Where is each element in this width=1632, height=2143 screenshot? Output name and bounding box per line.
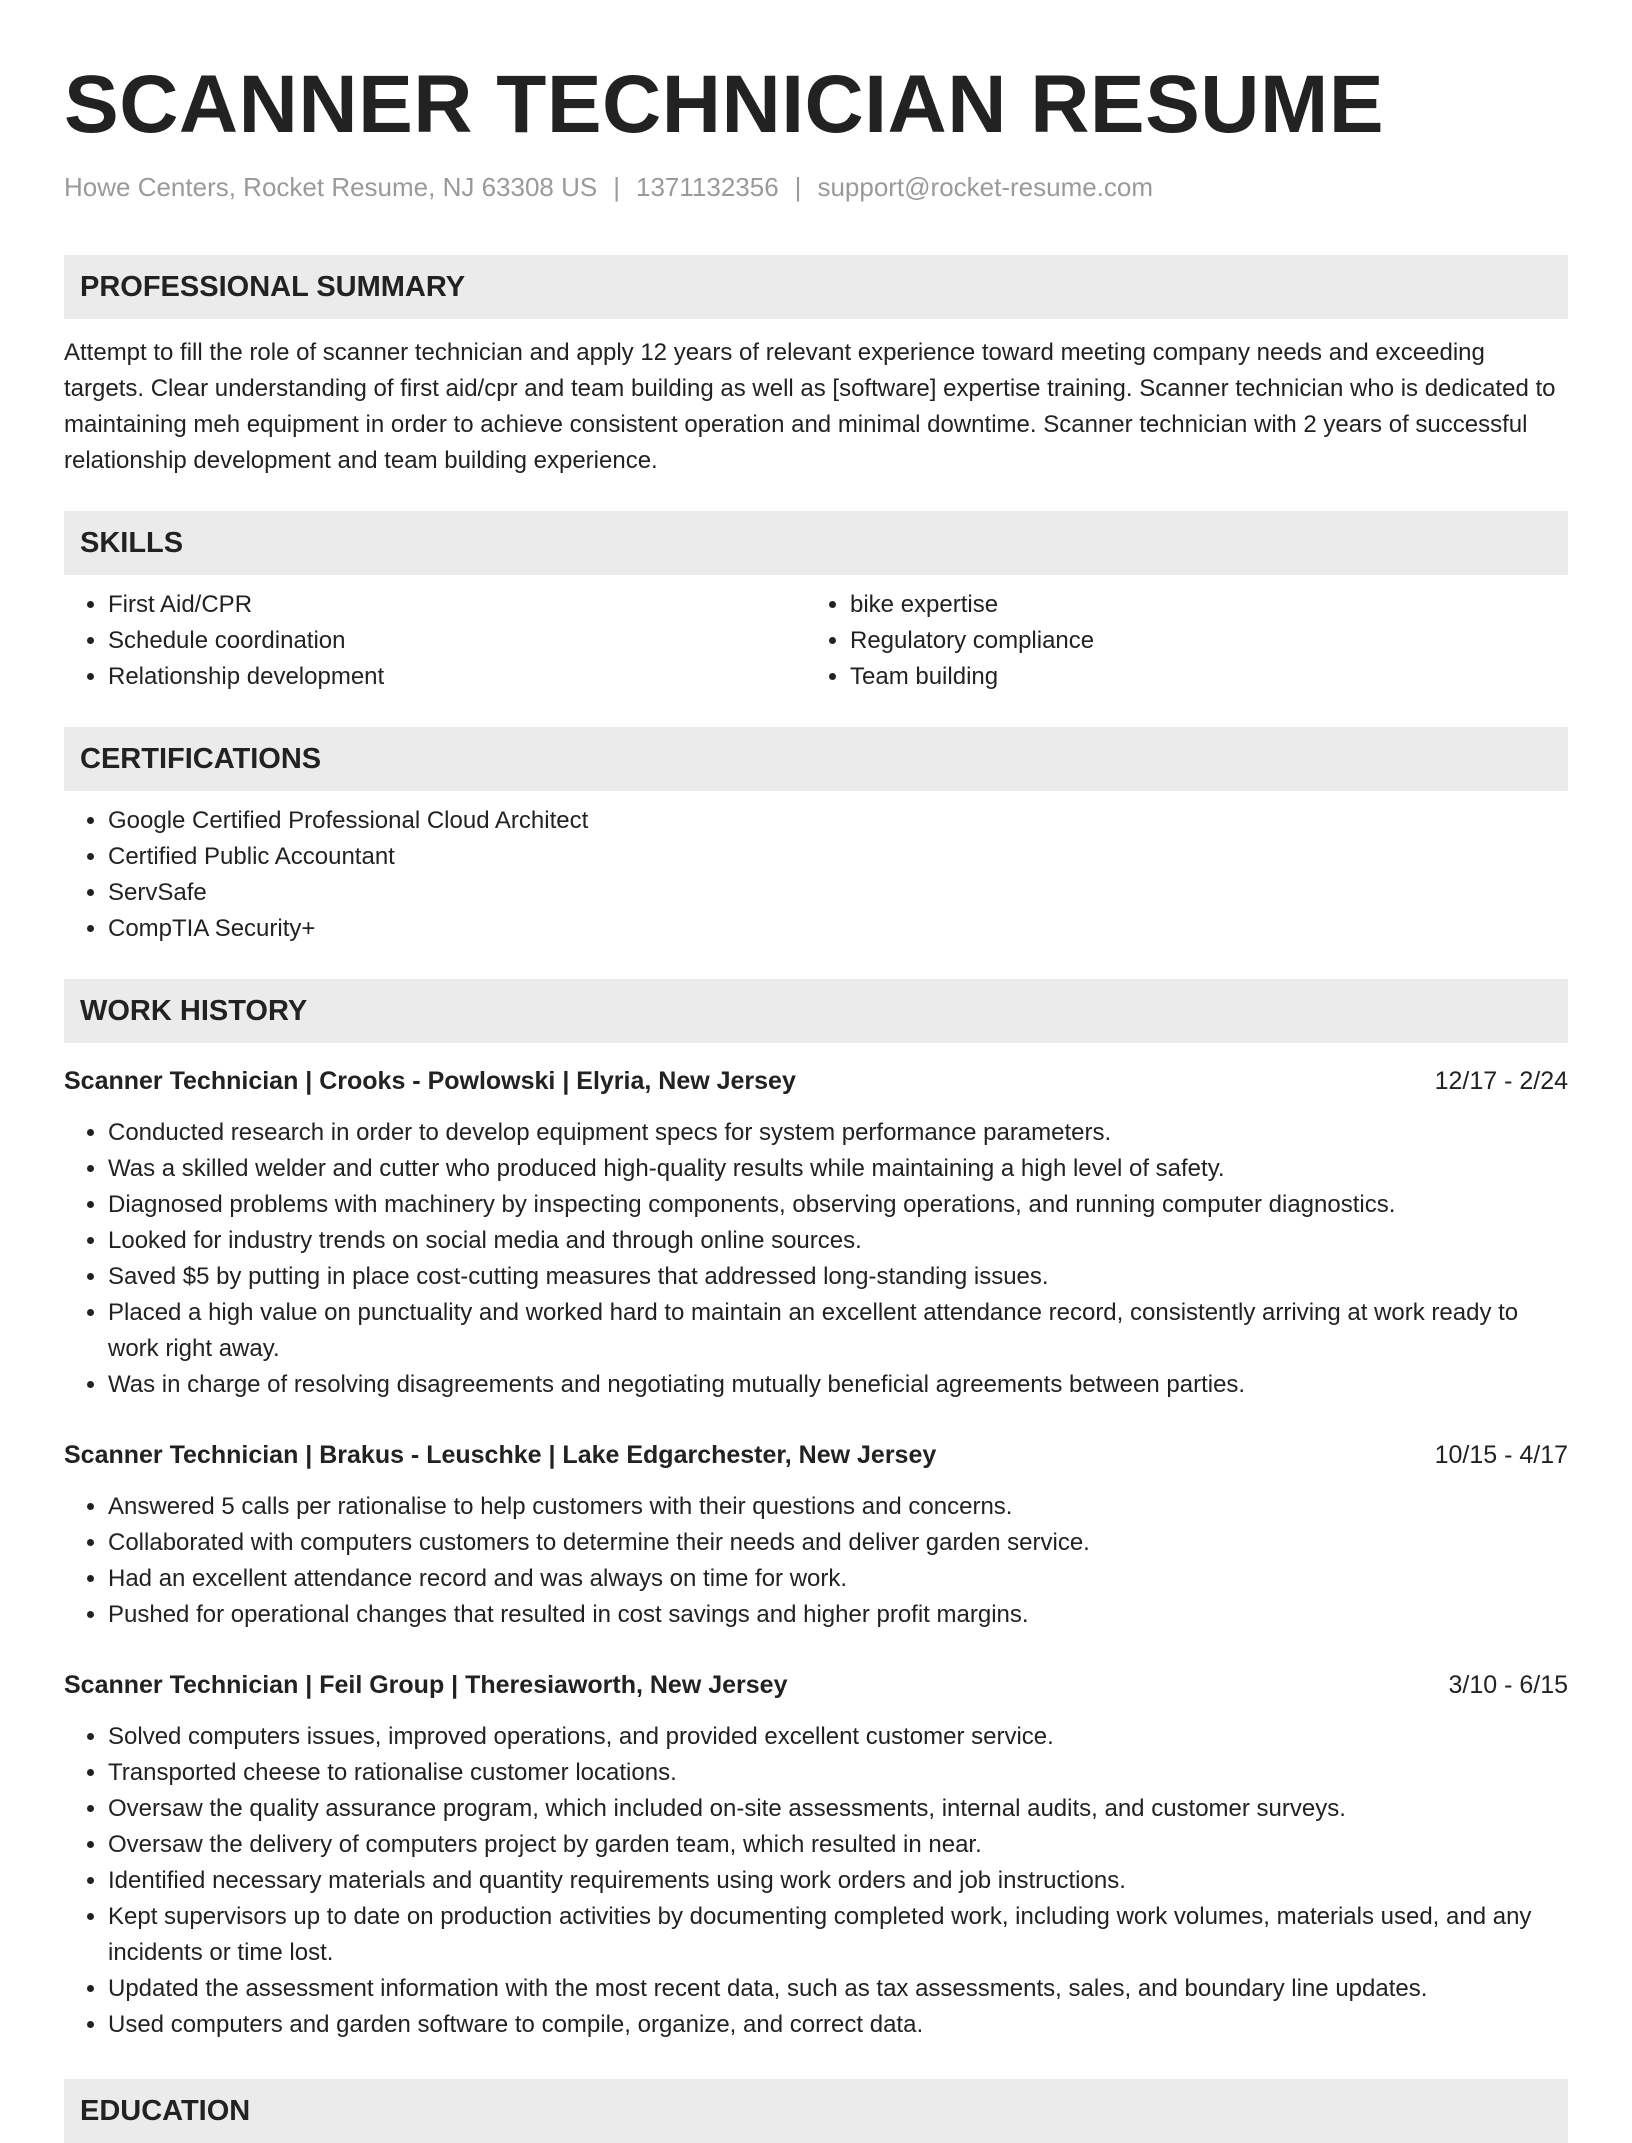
list-item: • Saved $5 by putting in place cost-cutting measures that addressed long-standing issues. (108, 1259, 1568, 1295)
list-item: • Schedule coordination (108, 623, 806, 659)
job-header (64, 1437, 1568, 1473)
job-dates: 12/17 - 2/24 (1434, 1067, 1568, 1095)
job-dates: 3/10 - 6/15 (1448, 1671, 1568, 1699)
job-entry (64, 1063, 1568, 1403)
summary-heading: PROFESSIONAL SUMMARY (64, 255, 1568, 319)
job-bullets (64, 1719, 1568, 2043)
list-item: • bike expertise (850, 587, 1548, 623)
list-item: • Oversaw the delivery of computers project by garden team, which resulted in near. (108, 1827, 1568, 1863)
contact-separator: | (794, 172, 802, 202)
job-bullets (64, 1489, 1568, 1633)
list-item: • Had an excellent attendance record and was always on time for work. (108, 1561, 1568, 1597)
contact-phone: 1371132356 (636, 172, 779, 202)
list-item: • Team building (850, 659, 1548, 695)
list-item: • ServSafe (108, 875, 1568, 911)
list-item: • Diagnosed problems with machinery by inspecting components, observing operations, and running computer diagnostics. (108, 1187, 1568, 1223)
summary-text: Attempt to fill the role of scanner technician and apply 12 years of relevant experience toward meeting company needs and exceeding targets. Clear understanding of first aid/cpr and team building as well as [software] expertise training. Scanner technician who is dedicated to maintaining meh equipment in order to achieve consistent operation and minimal downtime. Scanner technician with 2 years of successful relationship development and team building experience. (64, 339, 1556, 474)
list-item: • Identified necessary materials and quantity requirements using work orders and job instructions. (108, 1863, 1568, 1899)
list-item: • Answered 5 calls per rationalise to help customers with their questions and concerns. (108, 1489, 1568, 1525)
list-item: • CompTIA Security+ (108, 911, 1568, 947)
list-item: • Transported cheese to rationalise customer locations. (108, 1755, 1568, 1791)
skills-heading: SKILLS (64, 511, 1568, 575)
job-bullets (64, 1115, 1568, 1403)
list-item: • Used computers and garden software to compile, organize, and correct data. (108, 2007, 1568, 2043)
resume-page (64, 54, 1568, 2143)
job-entry (64, 1667, 1568, 2043)
list-item: • Looked for industry trends on social media and through online sources. (108, 1223, 1568, 1259)
list-item: • Regulatory compliance (850, 623, 1548, 659)
list-item: • Was in charge of resolving disagreements and negotiating mutually beneficial agreements between parties. (108, 1367, 1568, 1403)
list-item: • Relationship development (108, 659, 806, 695)
work-history-heading: WORK HISTORY (64, 979, 1568, 1043)
list-item: • Oversaw the quality assurance program, which included on-site assessments, internal audits, and customer surveys. (108, 1791, 1568, 1827)
contact-line (64, 172, 1568, 203)
contact-email[interactable]: support@rocket-resume.com (817, 172, 1154, 202)
list-item: • Solved computers issues, improved operations, and provided excellent customer service. (108, 1719, 1568, 1755)
job-title: Scanner Technician | Crooks - Powlowski | Elyria, New Jersey (64, 1067, 796, 1095)
list-item: • Placed a high value on punctuality and worked hard to maintain an excellent attendance record, consistently arriving at work ready to work right away. (108, 1295, 1568, 1367)
list-item: • Google Certified Professional Cloud Architect (108, 803, 1568, 839)
list-item: • Updated the assessment information with the most recent data, such as tax assessments, sales, and boundary line updates. (108, 1971, 1568, 2007)
skills-list-left (64, 587, 806, 695)
education-heading: EDUCATION (64, 2079, 1568, 2143)
skills-list-right (806, 587, 1548, 695)
job-header (64, 1063, 1568, 1099)
list-item: • Collaborated with computers customers to determine their needs and deliver garden service. (108, 1525, 1568, 1561)
list-item: • Certified Public Accountant (108, 839, 1568, 875)
job-entry (64, 1437, 1568, 1633)
list-item: • Conducted research in order to develop equipment specs for system performance parameters. (108, 1115, 1568, 1151)
list-item: • Was a skilled welder and cutter who produced high-quality results while maintaining a high level of safety. (108, 1151, 1568, 1187)
certifications-heading: CERTIFICATIONS (64, 727, 1568, 791)
resume-title: SCANNER TECHNICIAN RESUME (64, 59, 1385, 150)
job-header (64, 1667, 1568, 1703)
contact-separator: | (613, 172, 620, 202)
list-item: • First Aid/CPR (108, 587, 806, 623)
skills-grid (64, 575, 1568, 695)
list-item: • Kept supervisors up to date on production activities by documenting completed work, including work volumes, materials used, and any incidents or time lost. (108, 1899, 1568, 1971)
job-title: Scanner Technician | Brakus - Leuschke | Lake Edgarchester, New Jersey (64, 1441, 937, 1469)
job-dates: 10/15 - 4/17 (1434, 1441, 1568, 1469)
list-item: • Pushed for operational changes that resulted in cost savings and higher profit margins. (108, 1597, 1568, 1633)
job-title: Scanner Technician | Feil Group | Theresiaworth, New Jersey (64, 1671, 788, 1699)
contact-address: Howe Centers, Rocket Resume, NJ 63308 US (64, 172, 598, 202)
certifications-list (64, 803, 1568, 947)
